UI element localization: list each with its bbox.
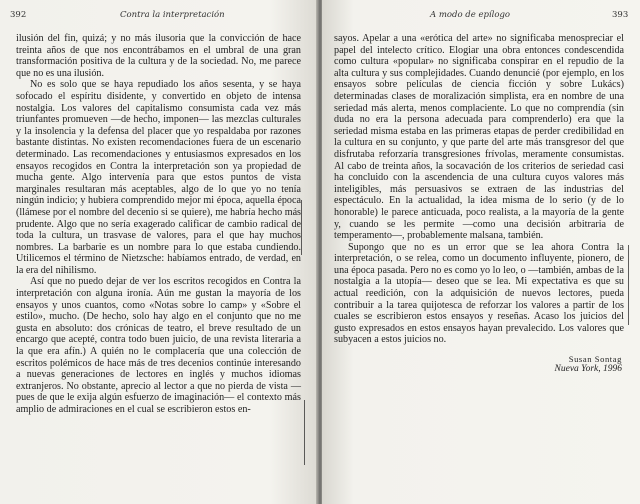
right-page (322, 0, 640, 504)
right-paragraph-1: sayos. Apelar a una «erótica del arte» no significaba menospreciar el papel del intelecto crítico. Elogiar una obra entonces condescendida como cultura «popular» no significaba conspirar en el repudio de la alta cultura y sus complejidades. Cuando denuncié (por ejemplo, en los ensayos sobre películas de ciencia ficción y sobre Lukács) determinadas clases de moralización simplista, era en nombre de una seriedad más alerta, menos complaciente. Lo que no comprendía (sin duda no era la persona adecuada para comprenderlo) era que la seriedad misma estaba en las primeras etapas de perder credibilidad en la cultura en su conjunto, y que parte del arte más transgresor del que disfrutaba reforzaría transgresiones frívolas, meramente consumistas. Al cabo de treinta años, la socavación de los criterios de seriedad casi ha concluido con la ascendencia de una cultura cuyos valores más inteligibles, más persuasivos se extraen de las industrias del espectáculo. En la actualidad, la idea misma de lo serio (y de lo honorable) le parece anticuada, poco realista, a la mayoría de la gente y, cuando se les permite —como una decisión arbitraria de temperamento—, probablemente malsana, también. (334, 33, 624, 242)
signature-name: Susan Sontag (568, 354, 622, 364)
margin-pencil-mark (301, 200, 302, 255)
signature-block (555, 354, 622, 374)
left-paragraph-1: ilusión del fin, quizá; y no más ilusoria que la convicción de hace treinta años de que nos encontrábamos en el umbral de una gran transformación positiva de la cultura y de la sociedad. No, me parece que no es una ilusión. (16, 33, 301, 79)
signature-place: Nueva York, 1996 (554, 364, 622, 374)
margin-pencil-mark (304, 400, 305, 465)
left-page (0, 0, 318, 504)
left-paragraph-2: No es solo que se haya repudiado los años sesenta, y se haya sofocado el espíritu disidente, y convertido en objeto de intensa nostalgia. Los valores del capitalismo consumista cada vez más triunfantes promueven —de hecho, imponen— las mezclas culturales y la insolencia y la defensa del placer que yo respaldaba por razones bastante distintas. No existen recomendaciones fuera de un escenario determinado. Las recomendaciones y entusiasmos expresados en los ensayos recogidos en Contra la interpretación son ya propiedad de mucha gente. Algo intervenía para que estos puntos de vista marginales resultaran más aceptables, algo de lo que yo no tenía ningún indicio; y hubiera comprendido mejor mi época, aquella época (llámese por el nombre del decenio si se quiere), me habría hecho más prudente. Algo que no sería exagerado calificar de cambio radical de toda la cultura, un trasvase de valores, para el que hay muchos nombres. La barbarie es un nombre para lo que estaba cundiendo. Utilicemos el término de Nietzsche: habíamos entrado, de verdad, en la era del nihilismo. (16, 79, 301, 276)
left-body-text (16, 33, 301, 416)
left-paragraph-3: Así que no puedo dejar de ver los escritos recogidos en Contra la interpretación con alguna ironía. Aún me gustan la mayoría de los ensayos y unos cuantos, como «Notas sobre lo camp» y «Sobre el estilo», mucho. (De hecho, solo hay algo en el conjunto que no me gusta en absoluto: dos crónicas de teatro, el breve resultado de un encargo que acepté, contra todo buen juicio, de una revista literaria a la que era afín.) A quién no le complacería que una colección de escritos polémicos de hace más de tres decenios continúe interesando a nuevas generaciones de lectores en inglés y muchos idiomas extranjeros. No obstante, aprecio al lector a que no pierda de vista —pues de que le exija algún esfuerzo de imaginación— el contexto más amplio de admiraciones en el cual se escribieron estos en- (16, 276, 301, 415)
left-page-number: 392 (10, 10, 27, 20)
margin-pencil-mark (628, 245, 629, 325)
left-running-title: Contra la interpretación (120, 10, 225, 20)
right-page-number: 393 (612, 10, 629, 20)
right-body-text (334, 33, 624, 346)
right-running-title: A modo de epílogo (430, 10, 511, 20)
right-paragraph-2: Supongo que no es un error que se lea ahora Contra la interpretación, o se relea, como un documento influyente, pionero, de una época pasada. Pero no es como yo lo leo, o —también, ambas de la nostalgia a la utopía— deseo que se lea. Mi expectativa es que su actual reedición, con la adquisición de nuevos lectores, pueda contribuir a la tarea quijotesca de reforzar los valores a partir de los cuales se escribieron estos ensayos y reseñas. Acaso los juicios del gusto expresados en estos ensayos hayan prevalecido. Los valores que subyacen a estos juicios no. (334, 241, 624, 346)
